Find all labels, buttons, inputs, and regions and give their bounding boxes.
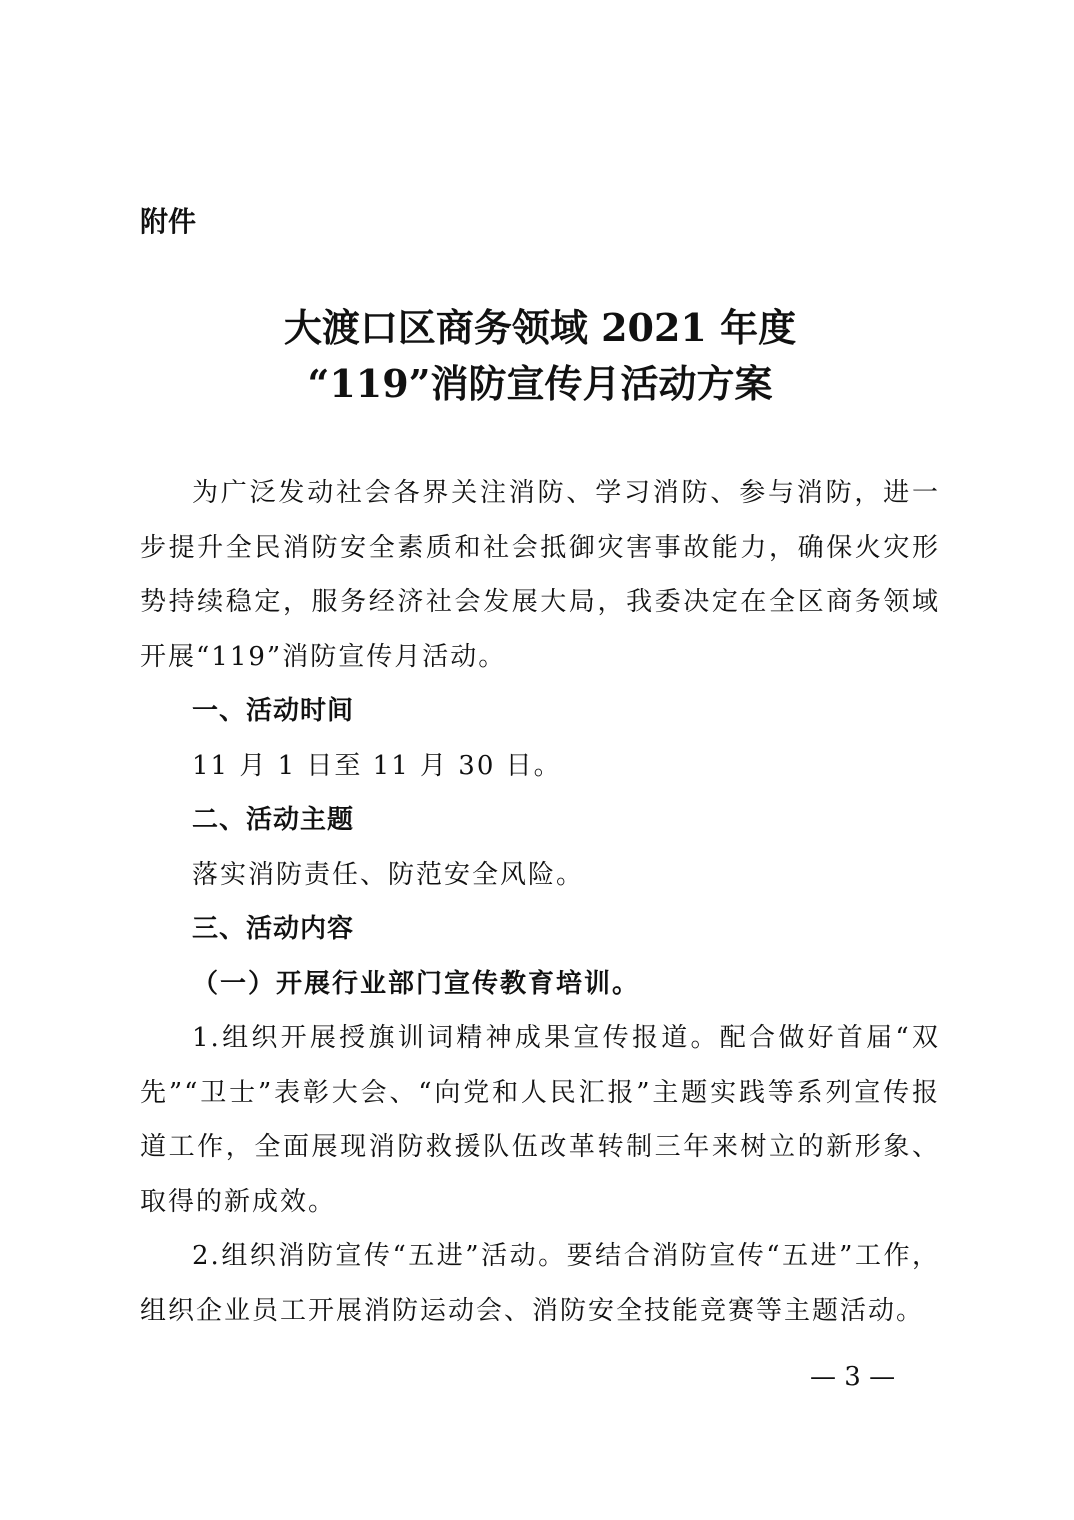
- title-line-1: 大渡口区商务领域 2021 年度: [283, 305, 797, 350]
- page-number: — 3 —: [810, 1362, 896, 1392]
- title-line-2: “119”消防宣传月活动方案: [307, 361, 773, 406]
- section-text-theme: 落实消防责任、防范安全风险。: [192, 859, 585, 890]
- document-body: [140, 466, 940, 1338]
- content-item-1: 1.组织开展授旗训词精神成果宣传报道。配合做好首届“双先”“卫士”表彰大会、“向党和人民汇报”主题实践等系列宣传报道工作，全面展现消防救援队伍改革转制三年来树立的新形象、取得的新成效。: [140, 1023, 940, 1217]
- content-item-2: 2.组织消防宣传“五进”活动。要结合消防宣传“五进”工作，组织企业员工开展消防运动会、消防安全技能竞赛等主题活动。: [140, 1241, 940, 1326]
- document-title: [140, 300, 940, 412]
- section-heading-time: 一、活动时间: [192, 696, 355, 726]
- section-heading-theme: 二、活动主题: [192, 805, 355, 835]
- content-sub-heading: （一）开展行业部门宣传教育培训。: [192, 968, 641, 999]
- attachment-label: 附件: [140, 205, 197, 238]
- section-heading-content: 三、活动内容: [192, 914, 355, 944]
- section-text-time: 11 月 1 日至 11 月 30 日。: [192, 750, 562, 781]
- intro-paragraph: 为广泛发动社会各界关注消防、学习消防、参与消防，进一步提升全民消防安全素质和社会抵御灾害事故能力，确保火灾形势持续稳定，服务经济社会发展大局，我委决定在全区商务领域开展“119”消防宣传月活动。: [140, 478, 940, 672]
